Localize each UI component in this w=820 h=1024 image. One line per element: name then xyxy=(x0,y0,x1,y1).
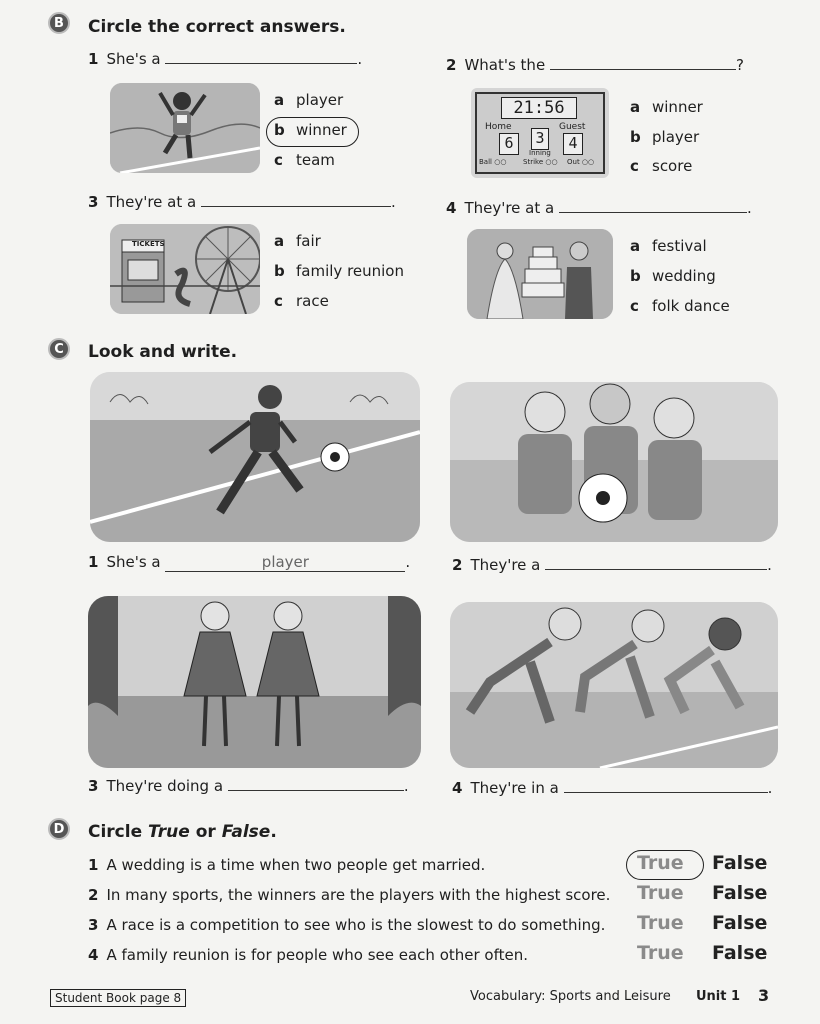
inning-label: Inning xyxy=(529,149,551,157)
student-book-ref: Student Book page 8 xyxy=(50,989,186,1007)
filled-answer: player xyxy=(261,553,309,571)
folk-dance-picture xyxy=(88,596,421,768)
ball-label: Ball ○○ xyxy=(479,158,507,166)
scoreboard-picture xyxy=(471,88,609,178)
home-score: 6 xyxy=(499,133,519,155)
b-q2-option-a[interactable]: a winner xyxy=(630,98,703,116)
true-option-2[interactable]: True xyxy=(637,882,684,904)
answer-blank[interactable] xyxy=(228,790,404,791)
c-question-1: 1 She's a player . xyxy=(88,553,411,571)
answer-blank[interactable] xyxy=(545,569,767,570)
guest-score: 4 xyxy=(563,133,583,155)
c-question-4: 4 They're in a . xyxy=(452,779,773,797)
scoreboard-time: 21:56 xyxy=(501,97,577,119)
answer-blank[interactable] xyxy=(165,63,357,64)
b-q3-option-b[interactable]: b family reunion xyxy=(274,262,404,280)
b-q3-option-a[interactable]: a fair xyxy=(274,232,321,250)
b-q2-option-c[interactable]: c score xyxy=(630,157,693,175)
section-b-title: Circle the correct answers. xyxy=(88,17,346,37)
c-question-3: 3 They're doing a . xyxy=(88,777,409,795)
footer-unit: Unit 1 xyxy=(696,989,741,1004)
strike-label: Strike ○○ xyxy=(523,158,558,166)
true-option-3[interactable]: True xyxy=(637,912,684,934)
section-c-title: Look and write. xyxy=(88,342,238,362)
section-c-badge: C xyxy=(48,338,70,360)
b-q1-option-a[interactable]: a player xyxy=(274,91,344,109)
b-q4-option-b[interactable]: b wedding xyxy=(630,267,716,285)
b-question-1: 1 She's a . xyxy=(88,50,363,68)
b-question-3: 3 They're at a . xyxy=(88,193,396,211)
b-question-4: 4 They're at a . xyxy=(446,199,752,217)
answer-blank[interactable] xyxy=(564,792,768,793)
answer-blank[interactable] xyxy=(165,553,405,572)
d-statement-1: 1 A wedding is a time when two people get married. xyxy=(88,856,486,874)
b-q4-option-a[interactable]: a festival xyxy=(630,237,707,255)
fair-picture xyxy=(110,224,260,314)
answer-blank[interactable] xyxy=(550,69,736,70)
guest-label: Guest xyxy=(559,122,586,132)
b-q1-option-b[interactable]: b winner xyxy=(274,121,347,139)
true-option-1[interactable]: True xyxy=(637,852,684,874)
runner-picture xyxy=(110,83,260,173)
out-label: Out ○○ xyxy=(567,158,595,166)
b-question-2: 2 What's the ? xyxy=(446,56,744,74)
soccer-team-picture xyxy=(450,382,778,542)
race-picture xyxy=(450,602,778,768)
b-q4-option-c[interactable]: c folk dance xyxy=(630,297,730,315)
wedding-picture xyxy=(467,229,613,319)
d-statement-4: 4 A family reunion is for people who see each other often. xyxy=(88,946,528,964)
page-number: 3 xyxy=(758,986,770,1005)
answer-blank[interactable] xyxy=(201,206,391,207)
home-label: Home xyxy=(485,122,512,132)
section-d-title: Circle True or False. xyxy=(88,822,277,842)
inning-number: 3 xyxy=(531,128,549,150)
b-q3-option-c[interactable]: c race xyxy=(274,292,329,310)
d-statement-3: 3 A race is a competition to see who is the slowest to do something. xyxy=(88,916,606,934)
section-b-badge: B xyxy=(48,12,70,34)
section-d-badge: D xyxy=(48,818,70,840)
false-option-3[interactable]: False xyxy=(712,912,768,934)
false-option-4[interactable]: False xyxy=(712,942,768,964)
footer-topic: Vocabulary: Sports and Leisure xyxy=(470,989,671,1004)
false-option-2[interactable]: False xyxy=(712,882,768,904)
c-question-2: 2 They're a . xyxy=(452,556,772,574)
b-q1-option-c[interactable]: c team xyxy=(274,151,335,169)
answer-blank[interactable] xyxy=(559,212,747,213)
b-q2-option-b[interactable]: b player xyxy=(630,128,700,146)
soccer-girl-picture xyxy=(90,372,420,542)
false-option-1[interactable]: False xyxy=(712,852,768,874)
d-statement-2: 2 In many sports, the winners are the players with the highest score. xyxy=(88,886,611,904)
true-option-4[interactable]: True xyxy=(637,942,684,964)
tickets-sign: TICKETS xyxy=(132,240,165,248)
